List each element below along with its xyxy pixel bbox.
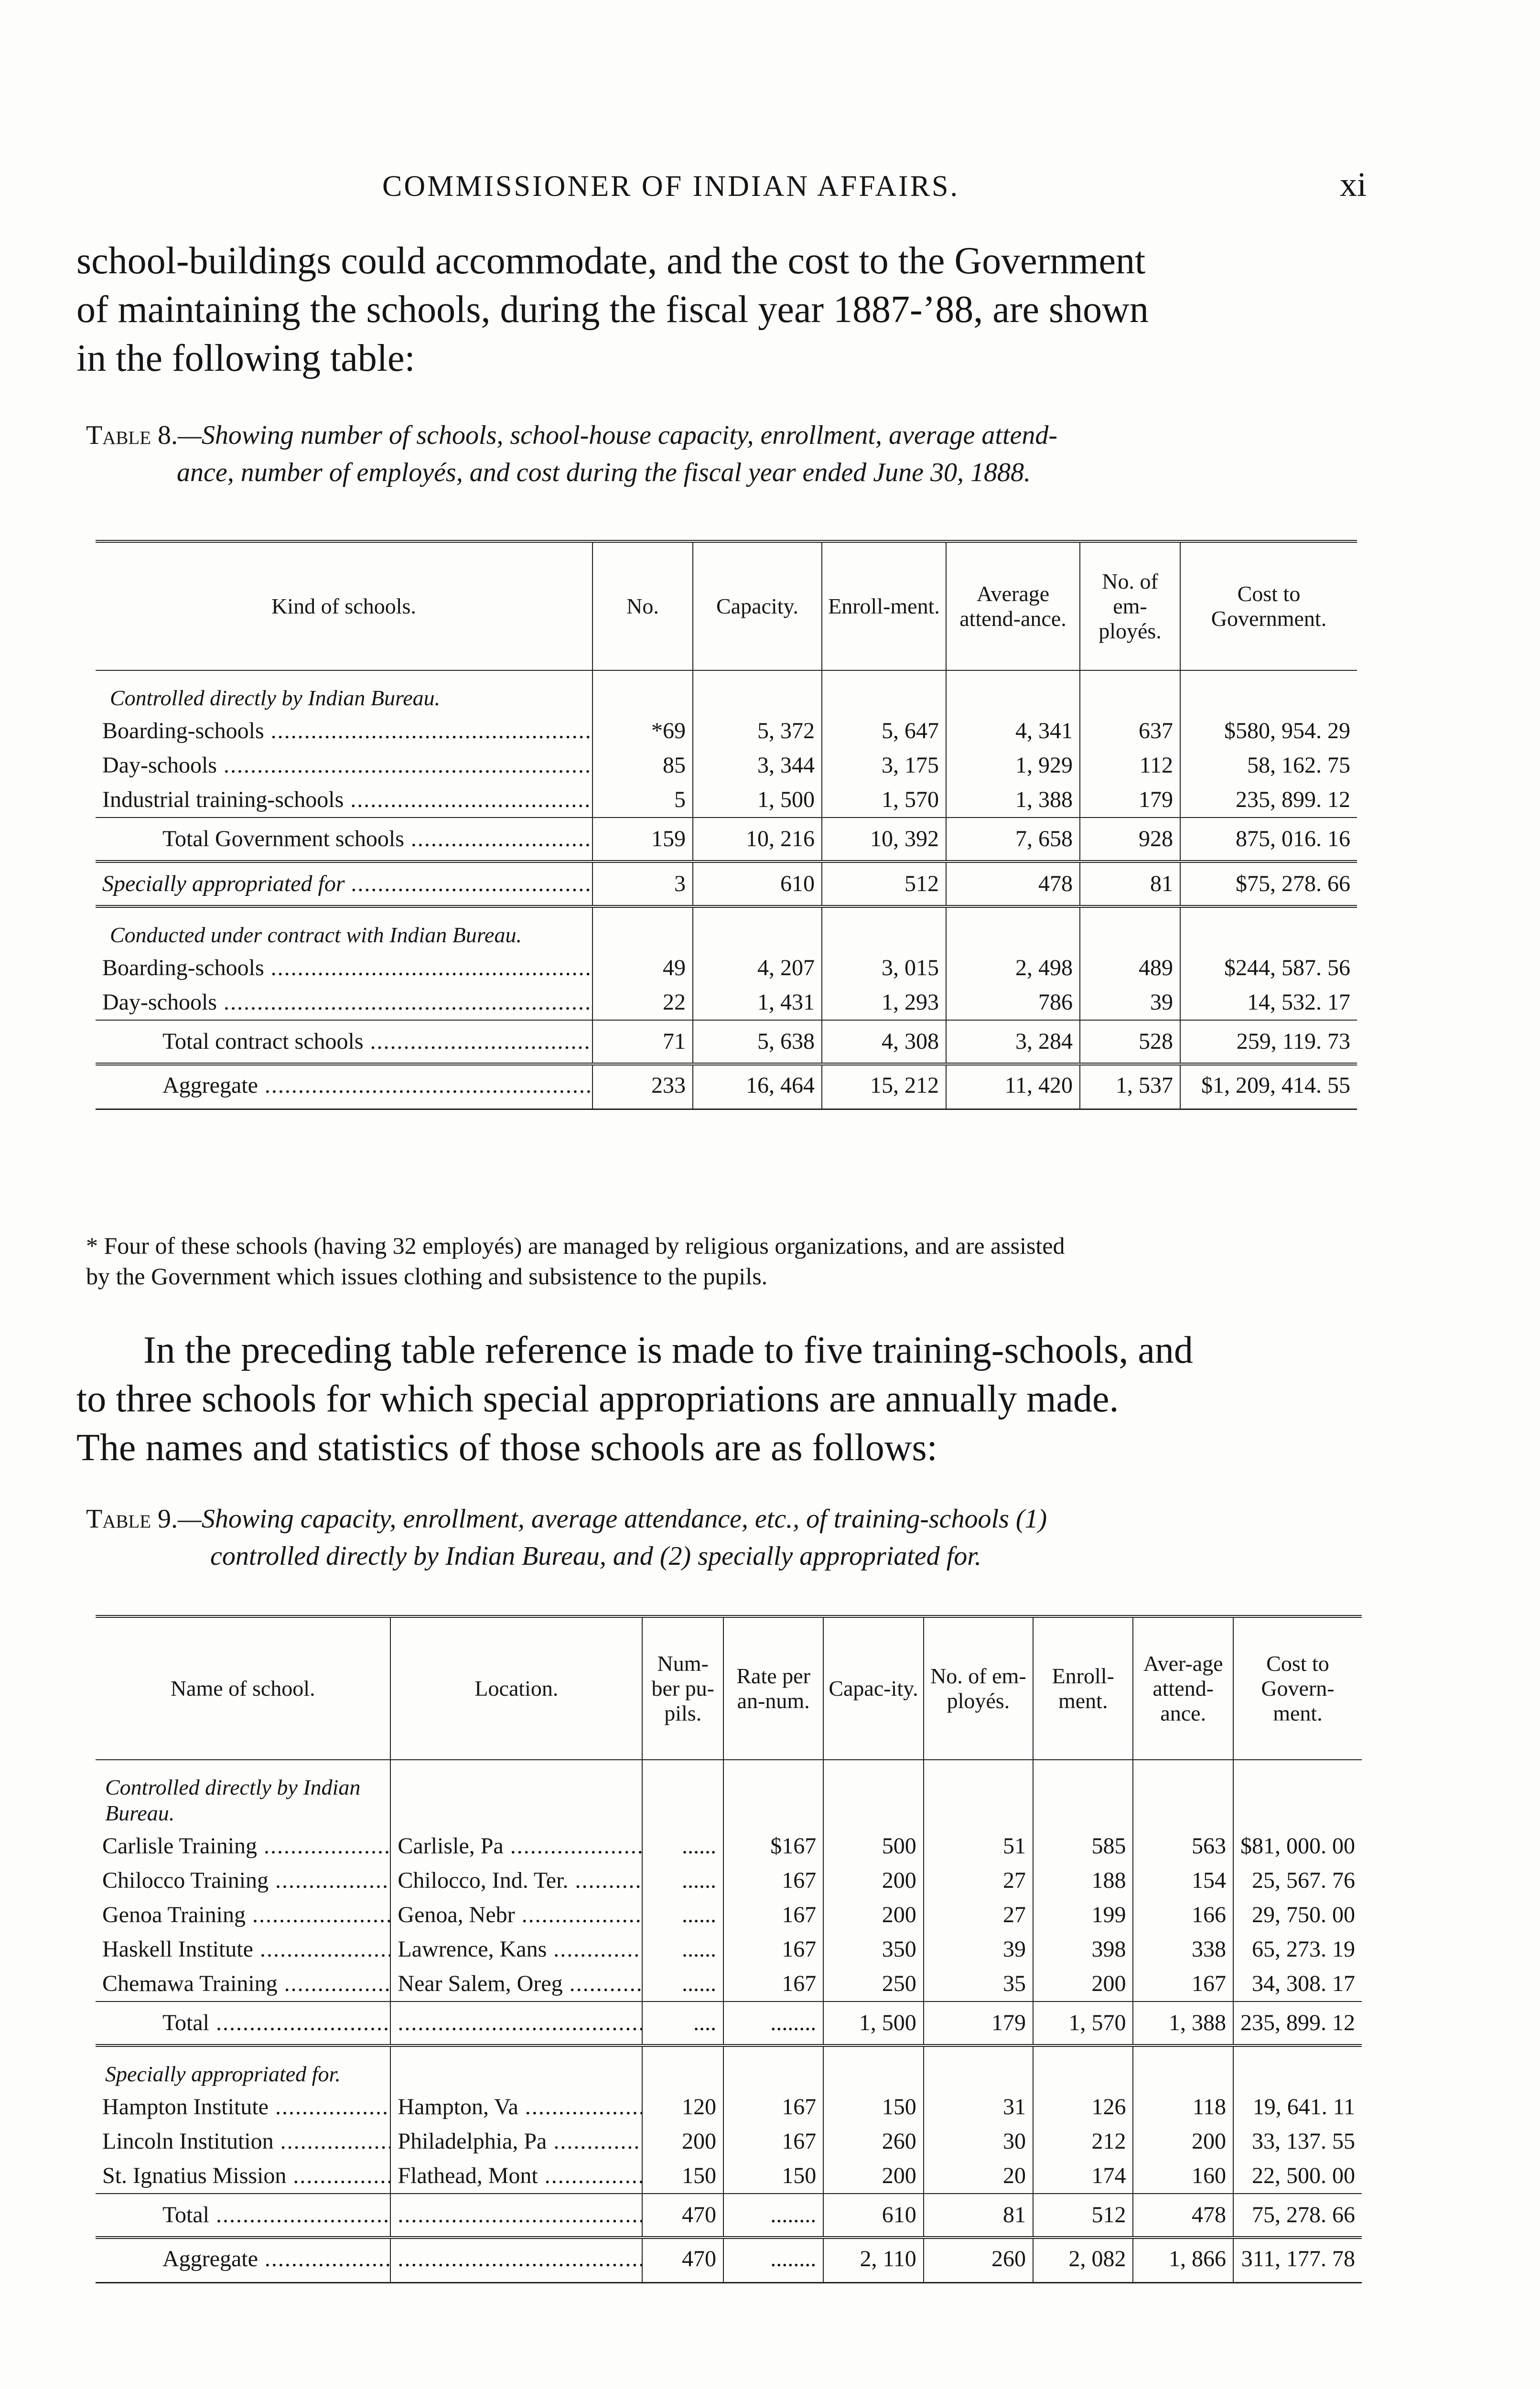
section-label: Conducted under contract with Indian Bureau. (110, 923, 522, 947)
table9-caption-line2: controlled directly by Indian Bureau, and (2) specially appropriated for. (210, 1541, 981, 1571)
paragraph-line: to three schools for which special appropriations are annually made. (76, 1378, 1119, 1420)
total-row: Total Government schools ..... 159 10, 216 10, 392 7, 658 928 875, 016. 16 (96, 818, 1357, 861)
table-row: Day-schools ..... 22 1, 431 1, 293 786 39 14, 532. 17 (96, 985, 1357, 1020)
col-cost: Cost to Govern-ment. (1233, 1616, 1362, 1760)
table-row: Genoa Training ..... Genoa, Nebr ..... ...... 167 200 27 199 166 29, 750. 00 (96, 1898, 1362, 1932)
col-capacity: Capac-ity. (823, 1616, 923, 1760)
col-pupils: Num-ber pu-pils. (642, 1616, 723, 1760)
section-label: Controlled directly by Indian Bureau. (110, 686, 441, 710)
table-row: Day-schools ..... 85 3, 344 3, 175 1, 929 112 58, 162. 75 (96, 748, 1357, 783)
table8-footnote (86, 1230, 1367, 1291)
table-row: Chilocco Training ..... Chilocco, Ind. Ter. ..... ...... 167 200 27 188 154 25, 567. 76 (96, 1863, 1362, 1898)
col-attendance: Average attend-ance. (946, 541, 1080, 670)
table9 (96, 1615, 1362, 2283)
section-label: Specially appropriated for. (105, 2062, 341, 2086)
col-employes: No. of em-ployés. (1080, 541, 1180, 670)
table8-caption-line1: —Showing number of schools, school-house capacity, enrollment, average attend- (178, 420, 1058, 450)
footnote-line: by the Government which issues clothing and subsistence to the pupils. (86, 1263, 768, 1290)
table9-caption (86, 1500, 1367, 1575)
col-attendance: Aver-age attend-ance. (1133, 1616, 1233, 1760)
col-name: Name of school. (170, 1676, 315, 1700)
table8-caption-line2: ance, number of employés, and cost during the fiscal year ended June 30, 1888. (177, 458, 1031, 487)
paragraph-line: school-buildings could accommodate, and the cost to the Government (76, 240, 1146, 282)
section-label: Controlled directly by Indian Bureau. (105, 1775, 361, 1825)
intro-paragraph (76, 237, 1357, 383)
aggregate-row: Aggregate ..... 233 16, 464 15, 212 11, 420 1, 537 $1, 209, 414. 55 (96, 1064, 1357, 1109)
paragraph-line: in the following table: (76, 337, 415, 379)
second-paragraph (76, 1326, 1357, 1472)
col-kind: Kind of schools. (271, 594, 416, 618)
table9-label: Table 9. (86, 1504, 178, 1534)
col-location: Location. (390, 1616, 642, 1760)
table-row: Chemawa Training ..... Near Salem, Oreg ..... ...... 167 250 35 200 167 34, 308. 17 (96, 1967, 1362, 2002)
col-employes: No. of em-ployés. (924, 1616, 1033, 1760)
table-row: Haskell Institute ..... Lawrence, Kans ..... ...... 167 350 39 398 338 65, 273. 19 (96, 1932, 1362, 1967)
table8 (96, 540, 1357, 1110)
table8-label: Table 8. (86, 420, 178, 450)
page-number: xi (1339, 165, 1367, 204)
running-title: COMMISSIONER OF INDIAN AFFAIRS. (382, 170, 960, 203)
table-row: Lincoln Institution ..... Philadelphia, Pa ..... 200 167 260 30 212 200 33, 137. 55 (96, 2124, 1362, 2159)
paragraph-line: of maintaining the schools, during the fiscal year 1887-’88, are shown (76, 289, 1149, 331)
col-capacity: Capacity. (693, 541, 822, 670)
special-row: Specially appropriated for ..... 3 610 512 478 81 $75, 278. 66 (96, 861, 1357, 906)
total-row: Total ..... ..... .... ........ 1, 500 179 1, 570 1, 388 235, 899. 12 (96, 2002, 1362, 2045)
paragraph-line: The names and statistics of those schools are as follows: (76, 1427, 937, 1469)
total-row: Total contract schools ..... 71 5, 638 4, 308 3, 284 528 259, 119. 73 (96, 1020, 1357, 1064)
col-cost: Cost to Government. (1180, 541, 1357, 670)
table9-caption-line1: —Showing capacity, enrollment, average attendance, etc., of training-schools (1) (178, 1504, 1047, 1534)
total-row: Total ..... ..... 470 ........ 610 81 512 478 75, 278. 66 (96, 2194, 1362, 2238)
table-row: Boarding-schools ..... 49 4, 207 3, 015 2, 498 489 $244, 587. 56 (96, 951, 1357, 985)
col-rate: Rate per an-num. (723, 1616, 823, 1760)
aggregate-row: Aggregate ..... ..... 470 ........ 2, 110 260 2, 082 1, 866 311, 177. 78 (96, 2238, 1362, 2283)
table-row: Hampton Institute ..... Hampton, Va ..... 120 167 150 31 126 118 19, 641. 11 (96, 2090, 1362, 2124)
table-row: Industrial training-schools ..... 5 1, 500 1, 570 1, 388 179 235, 899. 12 (96, 783, 1357, 818)
table-row: Carlisle Training ..... Carlisle, Pa ..... ...... $167 500 51 585 563 $81, 000. 00 (96, 1829, 1362, 1863)
col-no: No. (592, 541, 693, 670)
table-row: Boarding-schools ..... *69 5, 372 5, 647 4, 341 637 $580, 954. 29 (96, 714, 1357, 748)
table8-caption (86, 417, 1367, 491)
running-head (86, 165, 1367, 208)
col-enrollment: Enroll-ment. (1033, 1616, 1133, 1760)
col-enrollment: Enroll-ment. (822, 541, 946, 670)
paragraph-line: In the preceding table reference is made to five training-schools, and (143, 1329, 1193, 1371)
table-row: St. Ignatius Mission ..... Flathead, Mont ..... 150 150 200 20 174 160 22, 500. 00 (96, 2159, 1362, 2194)
footnote-line: * Four of these schools (having 32 employés) are managed by religious organizations, and are assisted (86, 1232, 1065, 1259)
